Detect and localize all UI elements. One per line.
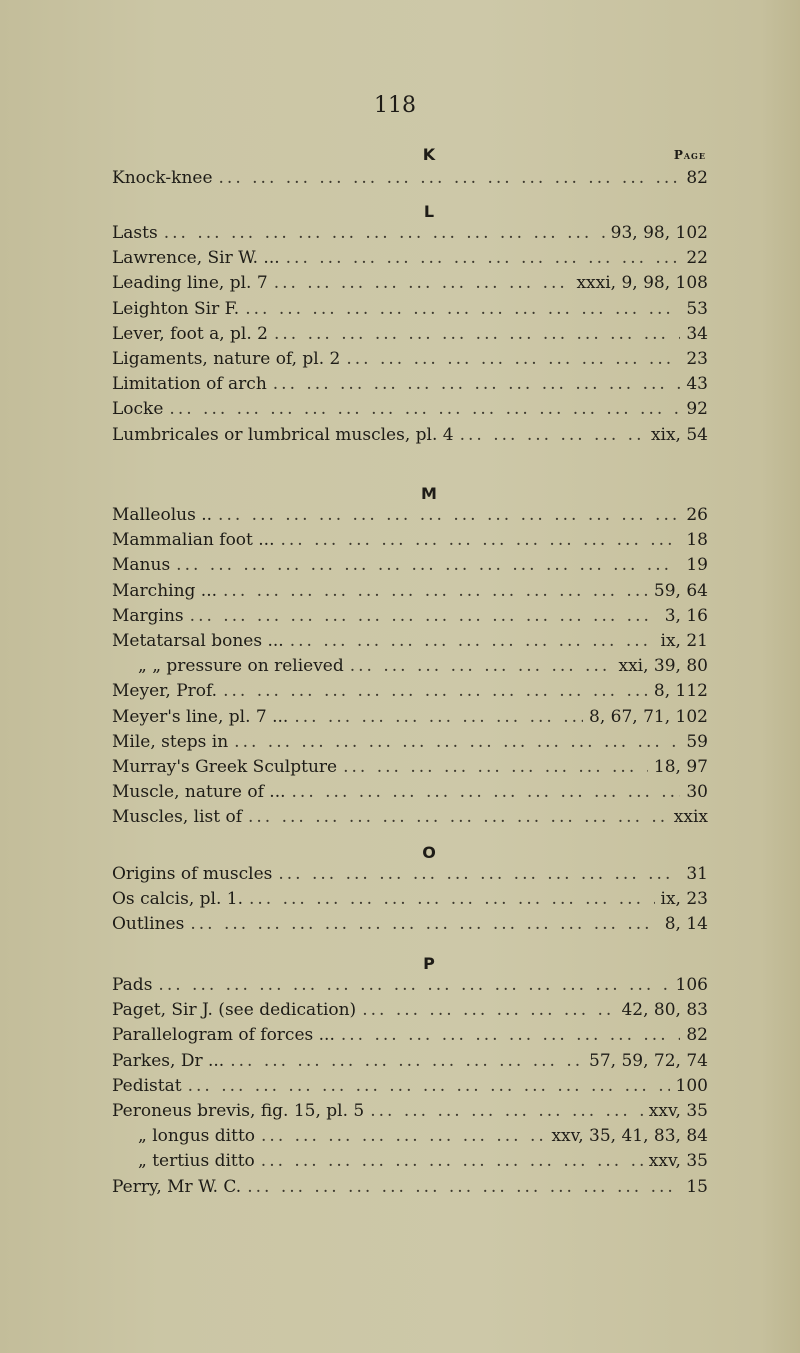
index-pages: ix, 21 bbox=[660, 630, 708, 651]
index-term: Muscle, nature of ... bbox=[112, 782, 286, 803]
index-entry bbox=[112, 1023, 708, 1048]
dot-leader bbox=[234, 730, 680, 755]
index-pages: 59 bbox=[686, 731, 708, 752]
index-term: Metatarsal bones ... bbox=[112, 630, 284, 651]
index-pages: 31 bbox=[686, 864, 708, 884]
index-pages: xxv, 35, 41, 83, 84 bbox=[551, 1126, 708, 1147]
section-letter: M bbox=[421, 484, 437, 503]
index-pages: 42, 80, 83 bbox=[621, 1000, 708, 1021]
index-pages: 92 bbox=[686, 399, 708, 420]
page-number: 118 bbox=[374, 93, 416, 118]
dot-leader bbox=[362, 998, 615, 1023]
dot-leader bbox=[273, 372, 681, 397]
index-entry bbox=[112, 347, 708, 372]
dot-leader bbox=[341, 1023, 681, 1048]
index-term: Paget, Sir J. (see dedication) bbox=[112, 1000, 357, 1021]
index-pages: 59, 64 bbox=[653, 580, 708, 601]
dot-leader bbox=[281, 528, 681, 553]
index-pages: 57, 59, 72, 74 bbox=[589, 1050, 708, 1071]
section-letter: L bbox=[423, 202, 435, 221]
index-entry bbox=[112, 221, 708, 246]
index-pages: 3, 16 bbox=[664, 605, 708, 626]
index-term: Meyer, Prof. bbox=[112, 681, 218, 702]
index-entry bbox=[112, 246, 708, 271]
index-term: Manus bbox=[112, 555, 171, 576]
dot-leader bbox=[249, 887, 655, 912]
index-term: „ „ pressure on relieved bbox=[138, 656, 344, 677]
dot-leader bbox=[158, 973, 669, 998]
entry-list bbox=[112, 503, 708, 830]
index-term: Malleolus .. bbox=[112, 505, 213, 525]
index-pages: ix, 23 bbox=[660, 889, 708, 910]
index-entry bbox=[112, 1074, 708, 1099]
index-pages: 106 bbox=[675, 975, 708, 995]
index-term: Lumbricales or lumbrical muscles, pl. 4 bbox=[112, 424, 454, 445]
index-entry bbox=[112, 887, 708, 912]
index-term: Lever, foot a, pl. 2 bbox=[112, 323, 268, 344]
index-pages: 30 bbox=[686, 782, 708, 803]
index-pages: 8, 112 bbox=[653, 681, 708, 702]
index-entry bbox=[112, 397, 708, 422]
index-entry bbox=[112, 730, 708, 755]
dot-leader bbox=[176, 553, 680, 578]
index-term: Meyer's line, pl. 7 ... bbox=[112, 706, 289, 727]
dot-leader bbox=[274, 271, 571, 296]
index-entry bbox=[112, 372, 708, 397]
dot-leader bbox=[223, 579, 648, 604]
dot-leader bbox=[278, 862, 680, 887]
index-pages: 100 bbox=[675, 1075, 708, 1096]
index-entry bbox=[112, 862, 708, 887]
index-entry bbox=[112, 297, 708, 322]
index-term: Origins of muscles bbox=[112, 864, 273, 884]
index-term: „ longus ditto bbox=[138, 1126, 256, 1147]
index-entry bbox=[112, 755, 708, 780]
index-term: Mammalian foot ... bbox=[112, 530, 275, 551]
index-term: Pedistat bbox=[112, 1075, 182, 1096]
index-term: Marching ... bbox=[112, 580, 218, 601]
index-entry bbox=[112, 805, 708, 830]
index-term: Outlines bbox=[112, 914, 185, 935]
index-pages: xxv, 35 bbox=[648, 1151, 708, 1172]
index-pages: 43 bbox=[686, 374, 708, 395]
index-pages: 15 bbox=[686, 1176, 708, 1197]
dot-leader bbox=[218, 503, 680, 528]
dot-leader bbox=[286, 246, 681, 271]
index-entry bbox=[112, 1049, 708, 1074]
dot-leader bbox=[460, 423, 645, 448]
index-term: Locke bbox=[112, 399, 164, 420]
index-term: Parallelogram of forces ... bbox=[112, 1025, 335, 1046]
dot-leader bbox=[346, 347, 680, 372]
index-pages: 8, 14 bbox=[664, 914, 708, 935]
index-entry bbox=[112, 271, 708, 296]
index-term: Os calcis, pl. 1. bbox=[112, 889, 243, 910]
dot-leader bbox=[290, 629, 655, 654]
index-entry bbox=[112, 780, 708, 805]
index-term: „ tertius ditto bbox=[138, 1151, 255, 1172]
index-section-k bbox=[112, 146, 708, 191]
dot-leader bbox=[248, 805, 668, 830]
index-term: Knock-knee bbox=[112, 168, 213, 188]
index-entry bbox=[112, 423, 708, 448]
dot-leader bbox=[190, 912, 658, 937]
dot-leader bbox=[350, 654, 613, 679]
index-pages: 19 bbox=[686, 555, 708, 576]
dot-leader bbox=[230, 1049, 583, 1074]
dot-leader bbox=[164, 221, 605, 246]
section-letter: P bbox=[423, 954, 435, 973]
dot-leader bbox=[190, 604, 659, 629]
index-section-m bbox=[112, 485, 708, 830]
index-term: Lasts bbox=[112, 223, 158, 243]
entry-list bbox=[112, 166, 708, 191]
index-term: Leighton Sir F. bbox=[112, 298, 240, 319]
index-entry bbox=[112, 705, 708, 730]
dot-leader bbox=[247, 1175, 680, 1200]
index-pages: 8, 67, 71, 102 bbox=[589, 706, 708, 727]
index-term: Perry, Mr W. C. bbox=[112, 1176, 242, 1197]
dot-leader bbox=[343, 755, 648, 780]
index-entry bbox=[112, 629, 708, 654]
index-term: Limitation of arch bbox=[112, 374, 267, 395]
index-entry bbox=[112, 1175, 708, 1200]
dot-leader bbox=[223, 679, 648, 704]
section-letter: O bbox=[422, 843, 436, 862]
index-term: Margins bbox=[112, 605, 184, 626]
dot-leader bbox=[219, 166, 681, 191]
index-term: Ligaments, nature of, pl. 2 bbox=[112, 348, 341, 369]
index-term: Parkes, Dr ... bbox=[112, 1050, 225, 1071]
index-pages: 23 bbox=[686, 348, 708, 369]
index-entry bbox=[112, 998, 708, 1023]
index-pages: xxxi, 9, 98, 108 bbox=[576, 273, 708, 294]
index-pages: 82 bbox=[686, 1025, 708, 1046]
index-entry bbox=[112, 579, 708, 604]
index-entry bbox=[112, 503, 708, 528]
dot-leader bbox=[261, 1124, 545, 1149]
dot-leader bbox=[188, 1074, 670, 1099]
index-pages: xxi, 39, 80 bbox=[618, 656, 708, 677]
index-section-o bbox=[112, 844, 708, 938]
dot-leader bbox=[292, 780, 681, 805]
index-entry bbox=[112, 322, 708, 347]
index-entry bbox=[112, 912, 708, 937]
index-pages: 82 bbox=[686, 168, 708, 188]
entry-list bbox=[112, 973, 708, 1200]
index-term: Mile, steps in bbox=[112, 731, 229, 752]
dot-leader bbox=[294, 705, 583, 730]
index-term: Leading line, pl. 7 bbox=[112, 273, 268, 294]
index-term: Muscles, list of bbox=[112, 807, 242, 828]
index-term: Pads bbox=[112, 975, 153, 995]
index-entry bbox=[112, 1124, 708, 1149]
index-term: Lawrence, Sir W. ... bbox=[112, 248, 280, 269]
index-pages: xix, 54 bbox=[650, 424, 708, 445]
index-pages: 26 bbox=[686, 505, 708, 525]
section-letter: K bbox=[422, 145, 436, 164]
page-column-header: Page bbox=[673, 148, 706, 162]
index-entry bbox=[112, 1099, 708, 1124]
dot-leader bbox=[245, 297, 680, 322]
index-term: Murray's Greek Sculpture bbox=[112, 756, 338, 777]
dot-leader bbox=[274, 322, 680, 347]
index-entry bbox=[112, 166, 708, 191]
index-entry bbox=[112, 679, 708, 704]
index-entry bbox=[112, 654, 708, 679]
entry-list bbox=[112, 862, 708, 938]
index-entry bbox=[112, 1149, 708, 1174]
index-entry bbox=[112, 973, 708, 998]
dot-leader bbox=[370, 1099, 643, 1124]
index-section-l bbox=[112, 203, 708, 448]
dot-leader bbox=[169, 397, 680, 422]
index-pages: 93, 98, 102 bbox=[610, 223, 708, 243]
index-section-p bbox=[112, 955, 708, 1200]
index-pages: xxv, 35 bbox=[648, 1100, 708, 1121]
index-pages: 18, 97 bbox=[653, 756, 708, 777]
index-pages: xxix bbox=[673, 807, 708, 828]
index-pages: 22 bbox=[686, 248, 708, 269]
index-term: Peroneus brevis, fig. 15, pl. 5 bbox=[112, 1100, 365, 1121]
entry-list bbox=[112, 221, 708, 448]
index-pages: 18 bbox=[686, 530, 708, 551]
index-entry bbox=[112, 604, 708, 629]
index-pages: 53 bbox=[686, 298, 708, 319]
index-pages: 34 bbox=[686, 323, 708, 344]
dot-leader bbox=[261, 1149, 643, 1174]
index-entry bbox=[112, 528, 708, 553]
index-entry bbox=[112, 553, 708, 578]
